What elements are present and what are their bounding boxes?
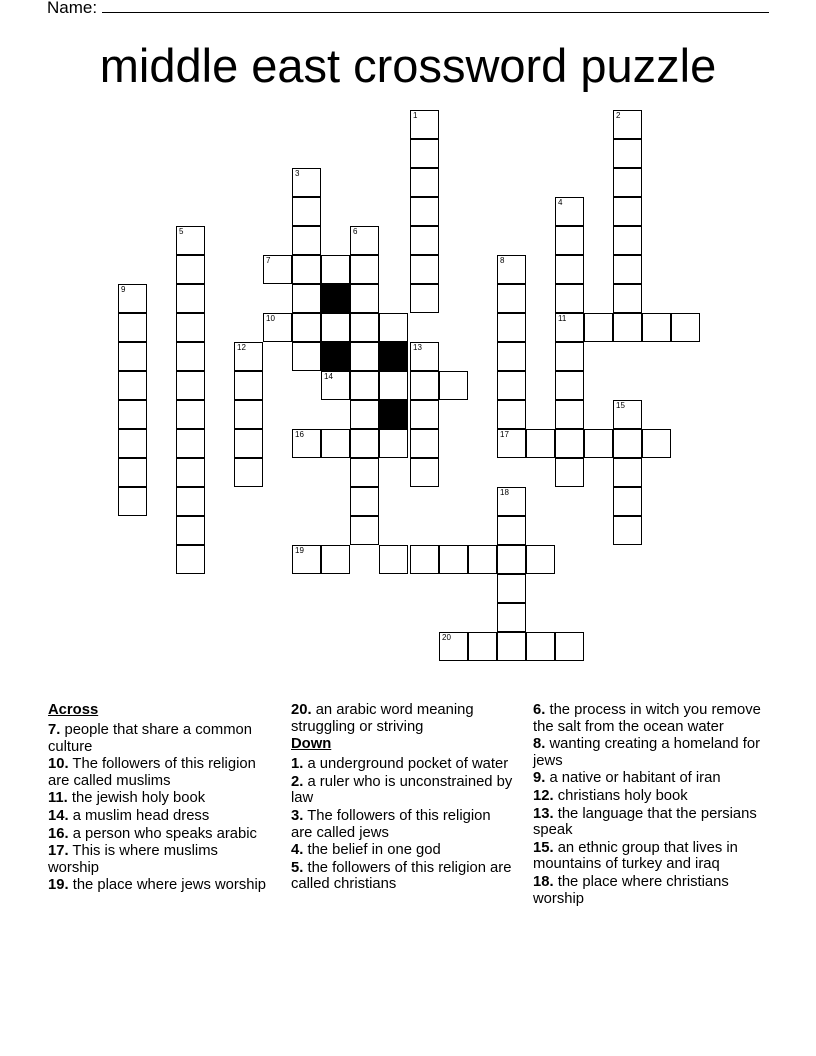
crossword-cell[interactable] bbox=[118, 429, 147, 458]
crossword-cell[interactable] bbox=[642, 313, 671, 342]
crossword-cell[interactable] bbox=[497, 603, 526, 632]
clue-number-label: 10 bbox=[266, 314, 275, 323]
crossword-cell[interactable] bbox=[497, 632, 526, 661]
clue-text: an arabic word meaning struggling or striving bbox=[291, 702, 474, 735]
crossword-cell[interactable] bbox=[350, 226, 379, 255]
clue-text: a underground pocket of water bbox=[307, 756, 509, 773]
crossword-cell[interactable] bbox=[350, 313, 379, 342]
across-clue-19 bbox=[48, 877, 273, 894]
across-heading: Across bbox=[48, 702, 99, 718]
crossword-cell[interactable] bbox=[321, 429, 350, 458]
crossword-cell[interactable] bbox=[379, 545, 408, 574]
crossword-cell[interactable] bbox=[176, 516, 205, 545]
crossword-cell[interactable] bbox=[350, 487, 379, 516]
down-clue-5 bbox=[291, 860, 516, 893]
clue-text: people that share a common culture bbox=[48, 722, 253, 755]
crossword-black-cell bbox=[321, 342, 350, 371]
name-label: Name: bbox=[47, 0, 98, 17]
crossword-cell[interactable] bbox=[497, 400, 526, 429]
clue-text: a native or habitant of iran bbox=[549, 770, 721, 787]
crossword-cell[interactable] bbox=[321, 545, 350, 574]
clue-number: 2. bbox=[291, 773, 304, 790]
crossword-cell[interactable] bbox=[118, 342, 147, 371]
crossword-cell[interactable] bbox=[497, 313, 526, 342]
down-clue-3 bbox=[291, 808, 516, 841]
clue-text: the jewish holy book bbox=[71, 790, 206, 807]
crossword-cell[interactable] bbox=[176, 226, 205, 255]
crossword-cell[interactable] bbox=[555, 197, 584, 226]
crossword-cell[interactable] bbox=[263, 313, 292, 342]
crossword-cell[interactable] bbox=[234, 342, 263, 371]
crossword-cell[interactable] bbox=[497, 284, 526, 313]
clue-number: 3. bbox=[291, 807, 304, 824]
clue-number: 4. bbox=[291, 842, 304, 859]
crossword-cell[interactable] bbox=[613, 284, 642, 313]
crossword-cell[interactable] bbox=[118, 487, 147, 516]
clue-text: the followers of this religion are called christians bbox=[291, 859, 512, 893]
clue-number-label: 12 bbox=[237, 343, 246, 352]
clue-text: This is where muslims worship bbox=[48, 843, 218, 876]
crossword-cell[interactable] bbox=[555, 371, 584, 400]
clue-number: 1. bbox=[291, 756, 304, 773]
crossword-cell[interactable] bbox=[410, 284, 439, 313]
down-clue-6 bbox=[533, 702, 773, 735]
clue-number-label: 18 bbox=[500, 488, 509, 497]
crossword-cell[interactable] bbox=[292, 226, 321, 255]
crossword-cell[interactable] bbox=[613, 226, 642, 255]
crossword-cell[interactable] bbox=[410, 371, 439, 400]
crossword-cell[interactable] bbox=[410, 197, 439, 226]
crossword-cell[interactable] bbox=[613, 255, 642, 284]
crossword-cell[interactable] bbox=[176, 545, 205, 574]
crossword-cell[interactable] bbox=[584, 429, 613, 458]
across-clue-11 bbox=[48, 790, 273, 807]
clues-column-3 bbox=[533, 702, 773, 908]
down-clue-12 bbox=[533, 788, 773, 805]
crossword-cell[interactable] bbox=[497, 516, 526, 545]
crossword-cell[interactable] bbox=[613, 139, 642, 168]
crossword-cell[interactable] bbox=[555, 458, 584, 487]
crossword-cell[interactable] bbox=[350, 516, 379, 545]
crossword-cell[interactable] bbox=[468, 632, 497, 661]
clue-number: 9. bbox=[533, 770, 546, 787]
crossword-cell[interactable] bbox=[410, 429, 439, 458]
clues-column-2 bbox=[291, 702, 516, 894]
crossword-cell[interactable] bbox=[410, 226, 439, 255]
down-clue-8 bbox=[533, 736, 773, 769]
crossword-cell[interactable] bbox=[118, 284, 147, 313]
crossword-cell[interactable] bbox=[379, 429, 408, 458]
clue-number-label: 17 bbox=[500, 430, 509, 439]
crossword-cell[interactable] bbox=[350, 284, 379, 313]
crossword-cell[interactable] bbox=[292, 313, 321, 342]
crossword-cell[interactable] bbox=[497, 545, 526, 574]
clue-text: The followers of this religion are called muslims bbox=[48, 756, 256, 789]
crossword-cell[interactable] bbox=[526, 545, 555, 574]
clue-number: 14. bbox=[48, 807, 69, 824]
clue-number-label: 11 bbox=[558, 314, 567, 323]
crossword-cell[interactable] bbox=[176, 400, 205, 429]
clue-number-label: 7 bbox=[266, 256, 271, 265]
crossword-cell[interactable] bbox=[555, 429, 584, 458]
clue-number-label: 19 bbox=[295, 546, 304, 555]
clue-number: 18. bbox=[533, 873, 554, 890]
page-title: middle east crossword puzzle bbox=[99, 39, 717, 92]
down-clue-18 bbox=[533, 874, 773, 907]
clue-number-label: 5 bbox=[179, 227, 184, 236]
clue-number-label: 16 bbox=[295, 430, 304, 439]
crossword-cell[interactable] bbox=[439, 632, 468, 661]
crossword-cell[interactable] bbox=[555, 255, 584, 284]
crossword-cell[interactable] bbox=[292, 255, 321, 284]
crossword-cell[interactable] bbox=[350, 458, 379, 487]
crossword-cell[interactable] bbox=[176, 371, 205, 400]
crossword-cell[interactable] bbox=[555, 226, 584, 255]
crossword-cell[interactable] bbox=[613, 110, 642, 139]
clue-number-label: 20 bbox=[442, 633, 451, 642]
clues-column-1 bbox=[48, 702, 273, 895]
crossword-cell[interactable] bbox=[410, 255, 439, 284]
down-heading: Down bbox=[291, 736, 332, 753]
clue-text: a muslim head dress bbox=[72, 807, 210, 824]
across-clue-16 bbox=[48, 826, 273, 843]
crossword-cell[interactable] bbox=[555, 342, 584, 371]
crossword-cell[interactable] bbox=[292, 545, 321, 574]
crossword-cell[interactable] bbox=[350, 429, 379, 458]
crossword-cell[interactable] bbox=[234, 429, 263, 458]
clue-number: 20. bbox=[291, 702, 312, 718]
crossword-cell[interactable] bbox=[642, 429, 671, 458]
crossword-cell[interactable] bbox=[613, 313, 642, 342]
crossword-cell[interactable] bbox=[613, 487, 642, 516]
clue-number-label: 1 bbox=[413, 111, 418, 120]
clue-text: The followers of this religion are called jews bbox=[291, 807, 491, 841]
clue-number: 7. bbox=[48, 722, 61, 738]
clue-number: 12. bbox=[533, 787, 554, 804]
crossword-cell[interactable] bbox=[497, 255, 526, 284]
crossword-black-cell bbox=[379, 400, 408, 429]
clue-number-label: 14 bbox=[324, 372, 333, 381]
clue-number: 6. bbox=[533, 702, 546, 718]
down-clue-2 bbox=[291, 774, 516, 807]
crossword-cell[interactable] bbox=[321, 255, 350, 284]
clue-number-label: 15 bbox=[616, 401, 625, 410]
crossword-cell[interactable] bbox=[263, 255, 292, 284]
crossword-cell[interactable] bbox=[176, 255, 205, 284]
clue-text: the place where jews worship bbox=[72, 877, 266, 894]
across-clue-10 bbox=[48, 756, 273, 789]
crossword-cell[interactable] bbox=[176, 284, 205, 313]
crossword-cell[interactable] bbox=[118, 400, 147, 429]
crossword-cell[interactable] bbox=[118, 458, 147, 487]
clue-number: 13. bbox=[533, 805, 554, 822]
crossword-cell[interactable] bbox=[292, 342, 321, 371]
crossword-cell[interactable] bbox=[234, 458, 263, 487]
crossword-cell[interactable] bbox=[379, 371, 408, 400]
across-clue-7 bbox=[48, 722, 273, 755]
down-clue-15 bbox=[533, 840, 773, 873]
clue-number: 10. bbox=[48, 756, 69, 773]
clue-number-label: 3 bbox=[295, 169, 300, 178]
crossword-cell[interactable] bbox=[118, 371, 147, 400]
down-clue-13 bbox=[533, 806, 773, 839]
crossword-cell[interactable] bbox=[350, 342, 379, 371]
crossword-cell[interactable] bbox=[497, 342, 526, 371]
crossword-cell[interactable] bbox=[555, 284, 584, 313]
crossword-cell[interactable] bbox=[439, 371, 468, 400]
crossword-cell[interactable] bbox=[613, 516, 642, 545]
clue-number: 16. bbox=[48, 825, 69, 842]
clue-number: 19. bbox=[48, 877, 69, 894]
clue-text: the place where christians worship bbox=[533, 873, 729, 907]
crossword-cell[interactable] bbox=[176, 429, 205, 458]
clue-number-label: 2 bbox=[616, 111, 621, 120]
crossword-cell[interactable] bbox=[292, 284, 321, 313]
crossword-cell[interactable] bbox=[350, 371, 379, 400]
crossword-cell[interactable] bbox=[671, 313, 700, 342]
crossword-cell[interactable] bbox=[439, 545, 468, 574]
crossword-cell[interactable] bbox=[555, 632, 584, 661]
clue-text: the belief in one god bbox=[307, 842, 441, 859]
crossword-cell[interactable] bbox=[234, 400, 263, 429]
clue-number-label: 13 bbox=[413, 343, 422, 352]
crossword-cell[interactable] bbox=[497, 429, 526, 458]
crossword-cell[interactable] bbox=[234, 371, 263, 400]
clue-number-label: 4 bbox=[558, 198, 563, 207]
across-clue-17 bbox=[48, 843, 273, 876]
clue-text: a ruler who is unconstrained by law bbox=[291, 773, 513, 807]
clue-number-label: 6 bbox=[353, 227, 358, 236]
crossword-cell[interactable] bbox=[555, 400, 584, 429]
down-clue-4 bbox=[291, 842, 516, 859]
crossword-black-cell bbox=[321, 284, 350, 313]
clue-text: an ethnic group that lives in mountains of turkey and iraq bbox=[533, 839, 738, 873]
crossword-cell[interactable] bbox=[321, 371, 350, 400]
clue-number: 15. bbox=[533, 839, 554, 856]
clue-number-label: 8 bbox=[500, 256, 505, 265]
crossword-cell[interactable] bbox=[410, 400, 439, 429]
crossword-cell[interactable] bbox=[555, 313, 584, 342]
crossword-cell[interactable] bbox=[118, 313, 147, 342]
crossword-cell[interactable] bbox=[410, 139, 439, 168]
crossword-cell[interactable] bbox=[292, 429, 321, 458]
clue-text: the language that the persians speak bbox=[533, 805, 757, 839]
crossword-cell[interactable] bbox=[410, 342, 439, 371]
crossword-cell[interactable] bbox=[613, 168, 642, 197]
across-clue-20 bbox=[291, 702, 516, 735]
clue-text: the process in witch you remove the salt from the ocean water bbox=[533, 702, 761, 735]
crossword-cell[interactable] bbox=[613, 400, 642, 429]
crossword-cell[interactable] bbox=[176, 487, 205, 516]
crossword-cell[interactable] bbox=[410, 545, 439, 574]
across-clue-14 bbox=[48, 808, 273, 825]
crossword-cell[interactable] bbox=[497, 487, 526, 516]
crossword-cell[interactable] bbox=[176, 458, 205, 487]
down-clue-9 bbox=[533, 770, 773, 787]
crossword-cell[interactable] bbox=[379, 313, 408, 342]
down-clue-1 bbox=[291, 756, 516, 773]
crossword-cell[interactable] bbox=[176, 313, 205, 342]
crossword-cell[interactable] bbox=[613, 429, 642, 458]
clue-number: 5. bbox=[291, 859, 304, 876]
clue-number: 8. bbox=[533, 736, 546, 753]
crossword-cell[interactable] bbox=[292, 197, 321, 226]
crossword-cell[interactable] bbox=[410, 110, 439, 139]
crossword-cell[interactable] bbox=[410, 458, 439, 487]
crossword-cell[interactable] bbox=[584, 313, 613, 342]
clue-number: 11. bbox=[48, 790, 68, 807]
crossword-cell[interactable] bbox=[497, 574, 526, 603]
clue-number: 17. bbox=[48, 843, 69, 860]
crossword-cell[interactable] bbox=[176, 342, 205, 371]
crossword-cell[interactable] bbox=[350, 400, 379, 429]
crossword-cell[interactable] bbox=[526, 632, 555, 661]
crossword-cell[interactable] bbox=[468, 545, 497, 574]
crossword-cell[interactable] bbox=[350, 255, 379, 284]
crossword-cell[interactable] bbox=[321, 313, 350, 342]
clue-number-label: 9 bbox=[121, 285, 126, 294]
clue-text: wanting creating a homeland for jews bbox=[533, 736, 761, 769]
crossword-cell[interactable] bbox=[410, 168, 439, 197]
clue-text: christians holy book bbox=[557, 787, 688, 804]
crossword-cell[interactable] bbox=[526, 429, 555, 458]
crossword-cell[interactable] bbox=[613, 458, 642, 487]
crossword-cell[interactable] bbox=[497, 371, 526, 400]
crossword-cell[interactable] bbox=[292, 168, 321, 197]
clue-text: a person who speaks arabic bbox=[72, 825, 257, 842]
crossword-black-cell bbox=[379, 342, 408, 371]
crossword-cell[interactable] bbox=[613, 197, 642, 226]
